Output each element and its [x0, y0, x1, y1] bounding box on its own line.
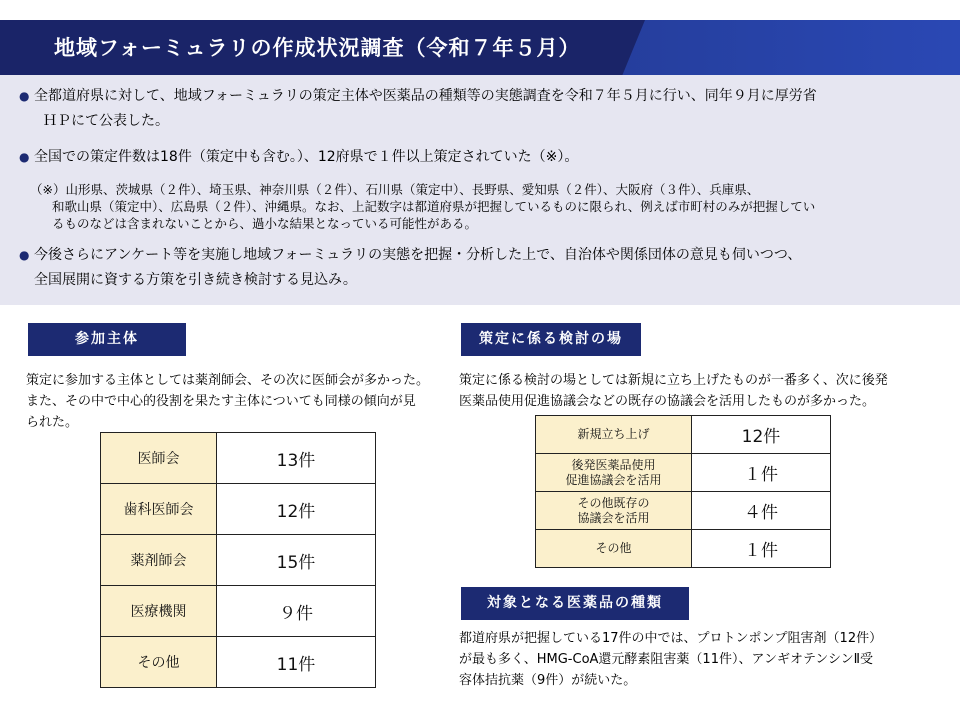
summary-bullet-3 [19, 243, 802, 293]
venue-description-line-1: 策定に係る検討の場としては新規に立ち上げたものが一番多く、次に後発 [459, 373, 888, 388]
venue-type-line-2: 促進協議会を活用 [565, 472, 662, 487]
table-row [536, 530, 831, 568]
table-row [101, 637, 376, 688]
venue-count: １件 [692, 530, 831, 568]
summary-note [30, 181, 815, 232]
table-row [101, 433, 376, 484]
participants-label: 参加主体 [28, 323, 186, 356]
participant-name: その他 [101, 637, 217, 688]
participant-name: 医療機関 [101, 586, 217, 637]
participant-name: 歯科医師会 [101, 484, 217, 535]
page-title: 地域フォーミュラリの作成状況調査（令和７年５月） [54, 36, 581, 60]
table-row [536, 492, 831, 530]
drugs-description [459, 628, 882, 691]
participant-count: 12件 [217, 484, 376, 535]
summary-note-line-1: （※）山形県、茨城県（２件）、埼玉県、神奈川県（２件）、石川県（策定中）、長野県、愛知県（２件）、大阪府（３件）、兵庫県、 [30, 182, 760, 197]
summary-bullet-1 [19, 84, 817, 134]
venue-count: ４件 [692, 492, 831, 530]
summary-bullet-2-text: 全国での策定件数は18件（策定中も含む。）、12府県で１件以上策定されていた（※）。 [34, 149, 579, 165]
venue-type-line-2: 協議会を活用 [577, 510, 650, 525]
venue-description [459, 370, 888, 412]
bullet-icon: ● [19, 150, 30, 164]
venue-table [535, 415, 831, 568]
venue-type [536, 492, 692, 530]
venue-type-line-1: 後発医薬品使用 [571, 457, 656, 472]
drugs-description-line-1: 都道府県が把握している17件の中では、プロトンポンプ阻害剤（12件） [459, 631, 883, 646]
participants-description-line-1: 策定に参加する主体としては薬剤師会、その次に医師会が多かった。 [26, 373, 430, 388]
participant-count: 11件 [217, 637, 376, 688]
table-row [101, 484, 376, 535]
table-row [536, 416, 831, 454]
venue-type-line-1: その他 [595, 541, 632, 555]
venue-count: 12件 [692, 416, 831, 454]
participant-count: 13件 [217, 433, 376, 484]
venue-type-line-1: 新規立ち上げ [577, 427, 650, 441]
summary-note-line-3: るものなどは含まれないことから、過小な結果となっている可能性がある。 [52, 216, 478, 231]
drugs-description-line-3: 容体拮抗薬（9件）が続いた。 [459, 673, 637, 688]
venue-type [536, 530, 692, 568]
participants-description-line-3: られた。 [26, 415, 79, 430]
participants-table [100, 432, 376, 688]
bullet-icon: ● [19, 89, 30, 103]
venue-type [536, 416, 692, 454]
drugs-label: 対象となる医薬品の種類 [461, 587, 689, 620]
participants-description [26, 370, 429, 433]
venue-type [536, 454, 692, 492]
summary-bullet-3-line-1: 今後さらにアンケート等を実施し地域フォーミュラリの実態を把握・分析した上で、自治体や関係団体の意見も伺いつつ、 [34, 247, 802, 263]
drugs-description-line-2: が最も多く、HMG-CoA還元酵素阻害薬（11件）、アンギオテンシンⅡ受 [459, 652, 874, 667]
participant-count: ９件 [217, 586, 376, 637]
venue-type-line-1: その他既存の [577, 495, 650, 510]
summary-note-line-2: 和歌山県（策定中）、広島県（２件）、沖縄県。なお、上記数字は都道府県が把握しているものに限られ、例えば市町村のみが把握してい [52, 199, 816, 214]
venue-count: １件 [692, 454, 831, 492]
bullet-icon: ● [19, 248, 30, 262]
participants-description-line-2: また、その中で中心的役割を果たす主体についても同様の傾向が見 [26, 394, 416, 409]
summary-bullet-3-line-2: 全国展開に資する方策を引き続き検討する見込み。 [34, 272, 357, 288]
participant-name: 医師会 [101, 433, 217, 484]
table-row [101, 586, 376, 637]
summary-bullet-1-line-1: 全都道府県に対して、地域フォーミュラリの策定主体や医薬品の種類等の実態調査を令和７年５月に行い、同年９月に厚労省 [34, 88, 817, 104]
participant-count: 15件 [217, 535, 376, 586]
venue-label: 策定に係る検討の場 [461, 323, 641, 356]
table-row [536, 454, 831, 492]
venue-description-line-2: 医薬品使用促進協議会などの既存の協議会を活用したものが多かった。 [459, 394, 876, 409]
table-row [101, 535, 376, 586]
summary-bullet-1-line-2: ＨＰにて公表した。 [43, 113, 169, 129]
summary-bullet-2 [19, 145, 579, 170]
participant-name: 薬剤師会 [101, 535, 217, 586]
